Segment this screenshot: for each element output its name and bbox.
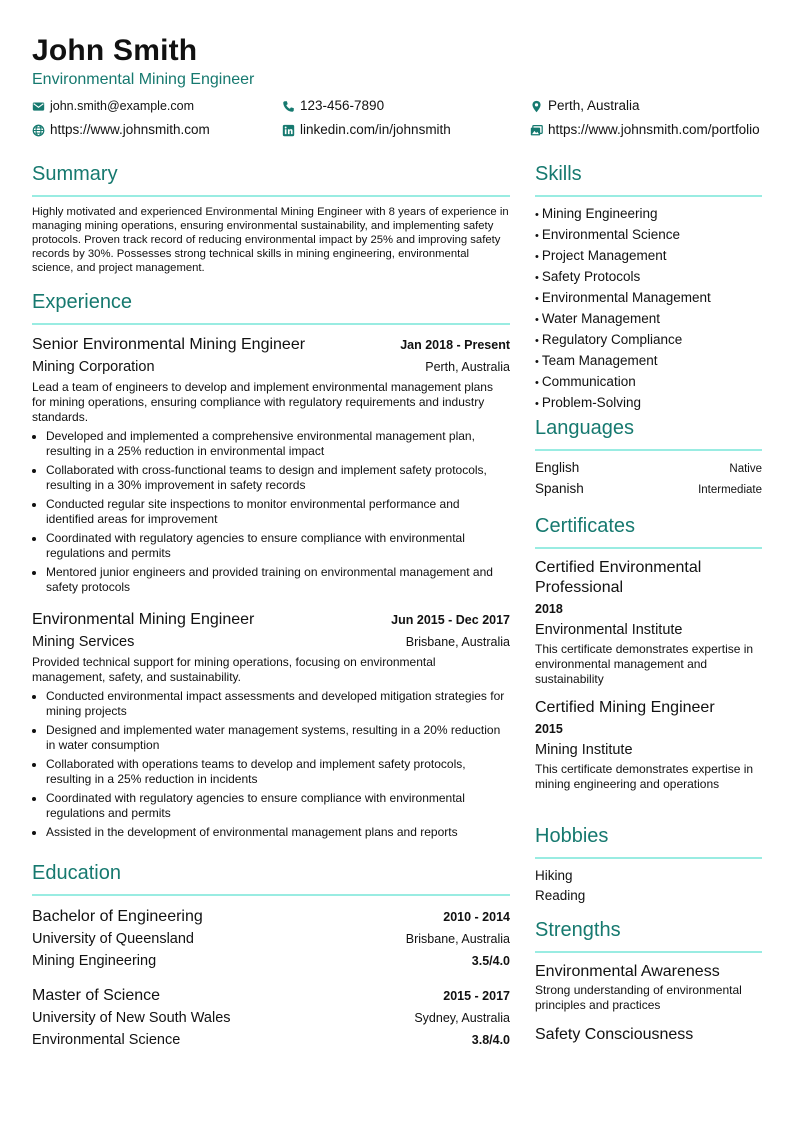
strength-entry (535, 1024, 762, 1046)
hobbies-heading: Hobbies (535, 825, 609, 847)
job-bullet: • Assisted in the development of environmental management plans and reports (46, 825, 510, 840)
mail-icon (32, 100, 45, 113)
globe-icon (32, 124, 45, 137)
certificate-name: Certified Environmental Professional (535, 559, 702, 596)
job-title: Senior Environmental Mining Engineer (32, 336, 306, 353)
job-bullet: • Conducted environmental impact assessments and developed mitigation strategies for mining projects (46, 689, 510, 719)
certificate-issuer: Mining Institute (535, 742, 633, 758)
strength-description: Strong understanding of environmental principles and practices (535, 983, 742, 1012)
job-location: Perth, Australia (425, 360, 510, 374)
job-bullet: • Designed and implemented water management systems, resulting in a 20% reduction in water consumption (46, 723, 510, 753)
skill-item: • Regulatory Compliance (535, 330, 762, 351)
job-title: Environmental Mining Engineer (32, 611, 255, 628)
hobby-item: Hiking (535, 868, 573, 883)
job-entry (32, 609, 510, 840)
summary-section (32, 161, 510, 275)
summary-text: Highly motivated and experienced Environmental Mining Engineer with 8 years of experience in managing mining operations, ensuring environmental sustainability, and implementing safety protocols. Proven track record of reducing environmental impact by 25% and improving safety records by 30%. Possesses strong technical skills in mining engineering, environmental science, and project management. (32, 206, 509, 274)
contact-portfolio[interactable] (530, 121, 760, 139)
experience-section (32, 289, 510, 844)
education-gpa: 3.5/4.0 (471, 954, 510, 968)
experience-heading: Experience (32, 291, 133, 313)
skill-item: • Project Management (535, 246, 762, 267)
candidate-headline: Environmental Mining Engineer (32, 71, 255, 88)
language-level: Intermediate (698, 484, 762, 496)
language-name: Spanish (535, 481, 584, 496)
education-school: University of Queensland (32, 931, 194, 947)
certificates-section (535, 513, 762, 792)
job-date: Jun 2015 - Dec 2017 (391, 613, 510, 627)
job-description: Lead a team of engineers to develop and implement environmental management plans for mining operations, ensuring compliance with regulatory requirements and industry standards. (32, 380, 493, 424)
job-description: Provided technical support for mining operations, focusing on environmental management, safety, and sustainability. (32, 655, 436, 684)
certificate-entry (535, 698, 762, 792)
job-bullet: • Developed and implemented a comprehensive environmental management plan, resulting in a 25% reduction in environmental impact (46, 429, 510, 459)
certificate-name: Certified Mining Engineer (535, 699, 715, 716)
job-entry (32, 334, 510, 595)
certificate-description: This certificate demonstrates expertise in mining engineering and operations (535, 762, 754, 791)
skills-section (535, 161, 762, 414)
contact-linkedin-text: linkedin.com/in/johnsmith (300, 122, 451, 137)
skill-item: • Problem-Solving (535, 393, 762, 414)
education-dates: 2010 - 2014 (443, 910, 510, 924)
education-location: Brisbane, Australia (405, 932, 510, 946)
contact-phone-text: 123-456-7890 (300, 98, 385, 113)
summary-heading: Summary (32, 163, 118, 185)
skills-heading: Skills (535, 163, 582, 185)
education-field: Mining Engineering (32, 953, 157, 969)
certificate-issuer: Environmental Institute (535, 622, 683, 638)
certificates-heading: Certificates (535, 515, 636, 537)
education-field: Environmental Science (32, 1032, 181, 1048)
skill-item: • Mining Engineering (535, 204, 762, 225)
skills-list (535, 204, 762, 414)
contact-website[interactable] (32, 121, 210, 139)
languages-section (535, 415, 762, 500)
portfolio-icon (530, 124, 543, 137)
language-item (535, 458, 762, 479)
contact-email[interactable] (32, 97, 194, 115)
skill-item: • Environmental Science (535, 225, 762, 246)
strength-entry (535, 961, 762, 1013)
linkedin-icon (282, 124, 295, 137)
section-divider (535, 195, 762, 197)
education-dates: 2015 - 2017 (443, 989, 510, 1003)
skill-item: • Team Management (535, 351, 762, 372)
hobbies-section (535, 823, 762, 906)
education-section (32, 860, 510, 1051)
hobby-item: Reading (535, 888, 586, 903)
section-divider (32, 195, 510, 197)
job-bullet: • Mentored junior engineers and provided training on environmental management and safety protocols (46, 565, 510, 595)
phone-icon (282, 100, 295, 113)
job-bullet: • Coordinated with regulatory agencies to ensure compliance with environmental regulations and permits (46, 531, 510, 561)
contact-location-text: Perth, Australia (548, 98, 640, 113)
skill-item: • Communication (535, 372, 762, 393)
job-location: Brisbane, Australia (405, 635, 510, 649)
certificate-description: This certificate demonstrates expertise in environmental management and sustainability (535, 642, 754, 686)
job-bullet: • Collaborated with cross-functional teams to design and implement safety protocols, resulting in a 30% improvement in safety records (46, 463, 510, 493)
job-date: Jan 2018 - Present (400, 338, 510, 352)
language-level: Native (729, 463, 762, 475)
section-divider (535, 449, 762, 451)
language-name: English (535, 460, 580, 475)
contact-linkedin[interactable] (282, 121, 451, 139)
job-company: Mining Corporation (32, 359, 155, 375)
education-entry (32, 906, 510, 972)
job-bullet: • Collaborated with operations teams to develop and implement safety protocols, resulting in a 25% reduction in incidents (46, 757, 510, 787)
job-bullet: • Coordinated with regulatory agencies to ensure compliance with environmental regulations and permits (46, 791, 510, 821)
education-school: University of New South Wales (32, 1010, 231, 1026)
education-entry (32, 985, 510, 1051)
strengths-section (535, 917, 762, 1046)
section-divider (32, 894, 510, 896)
education-location: Sydney, Australia (414, 1011, 510, 1025)
contact-phone[interactable] (282, 97, 384, 115)
contact-website-text: https://www.johnsmith.com (50, 122, 210, 137)
contact-portfolio-text: https://www.johnsmith.com/portfolio (548, 122, 760, 137)
job-achievements (32, 429, 510, 595)
language-item (535, 479, 762, 500)
section-divider (32, 323, 510, 325)
skill-item: • Safety Protocols (535, 267, 762, 288)
job-bullet: • Conducted regular site inspections to monitor environmental performance and identified areas for improvement (46, 497, 510, 527)
certificate-year: 2018 (535, 602, 563, 616)
skill-item: • Water Management (535, 309, 762, 330)
candidate-name: John Smith (32, 34, 198, 67)
strength-name: Safety Consciousness (535, 1026, 694, 1043)
education-heading: Education (32, 862, 121, 884)
languages-heading: Languages (535, 417, 634, 439)
strength-name: Environmental Awareness (535, 963, 720, 980)
section-divider (535, 547, 762, 549)
strengths-heading: Strengths (535, 919, 621, 941)
skill-item: • Environmental Management (535, 288, 762, 309)
certificate-entry (535, 558, 762, 687)
education-degree: Master of Science (32, 987, 161, 1004)
section-divider (535, 951, 762, 953)
job-company: Mining Services (32, 634, 135, 650)
education-gpa: 3.8/4.0 (471, 1033, 510, 1047)
contact-email-text: john.smith@example.com (50, 99, 194, 113)
job-achievements (32, 689, 510, 840)
education-degree: Bachelor of Engineering (32, 908, 203, 925)
certificate-year: 2015 (535, 722, 563, 736)
location-pin-icon (530, 100, 543, 113)
section-divider (535, 857, 762, 859)
contact-location (530, 97, 640, 115)
